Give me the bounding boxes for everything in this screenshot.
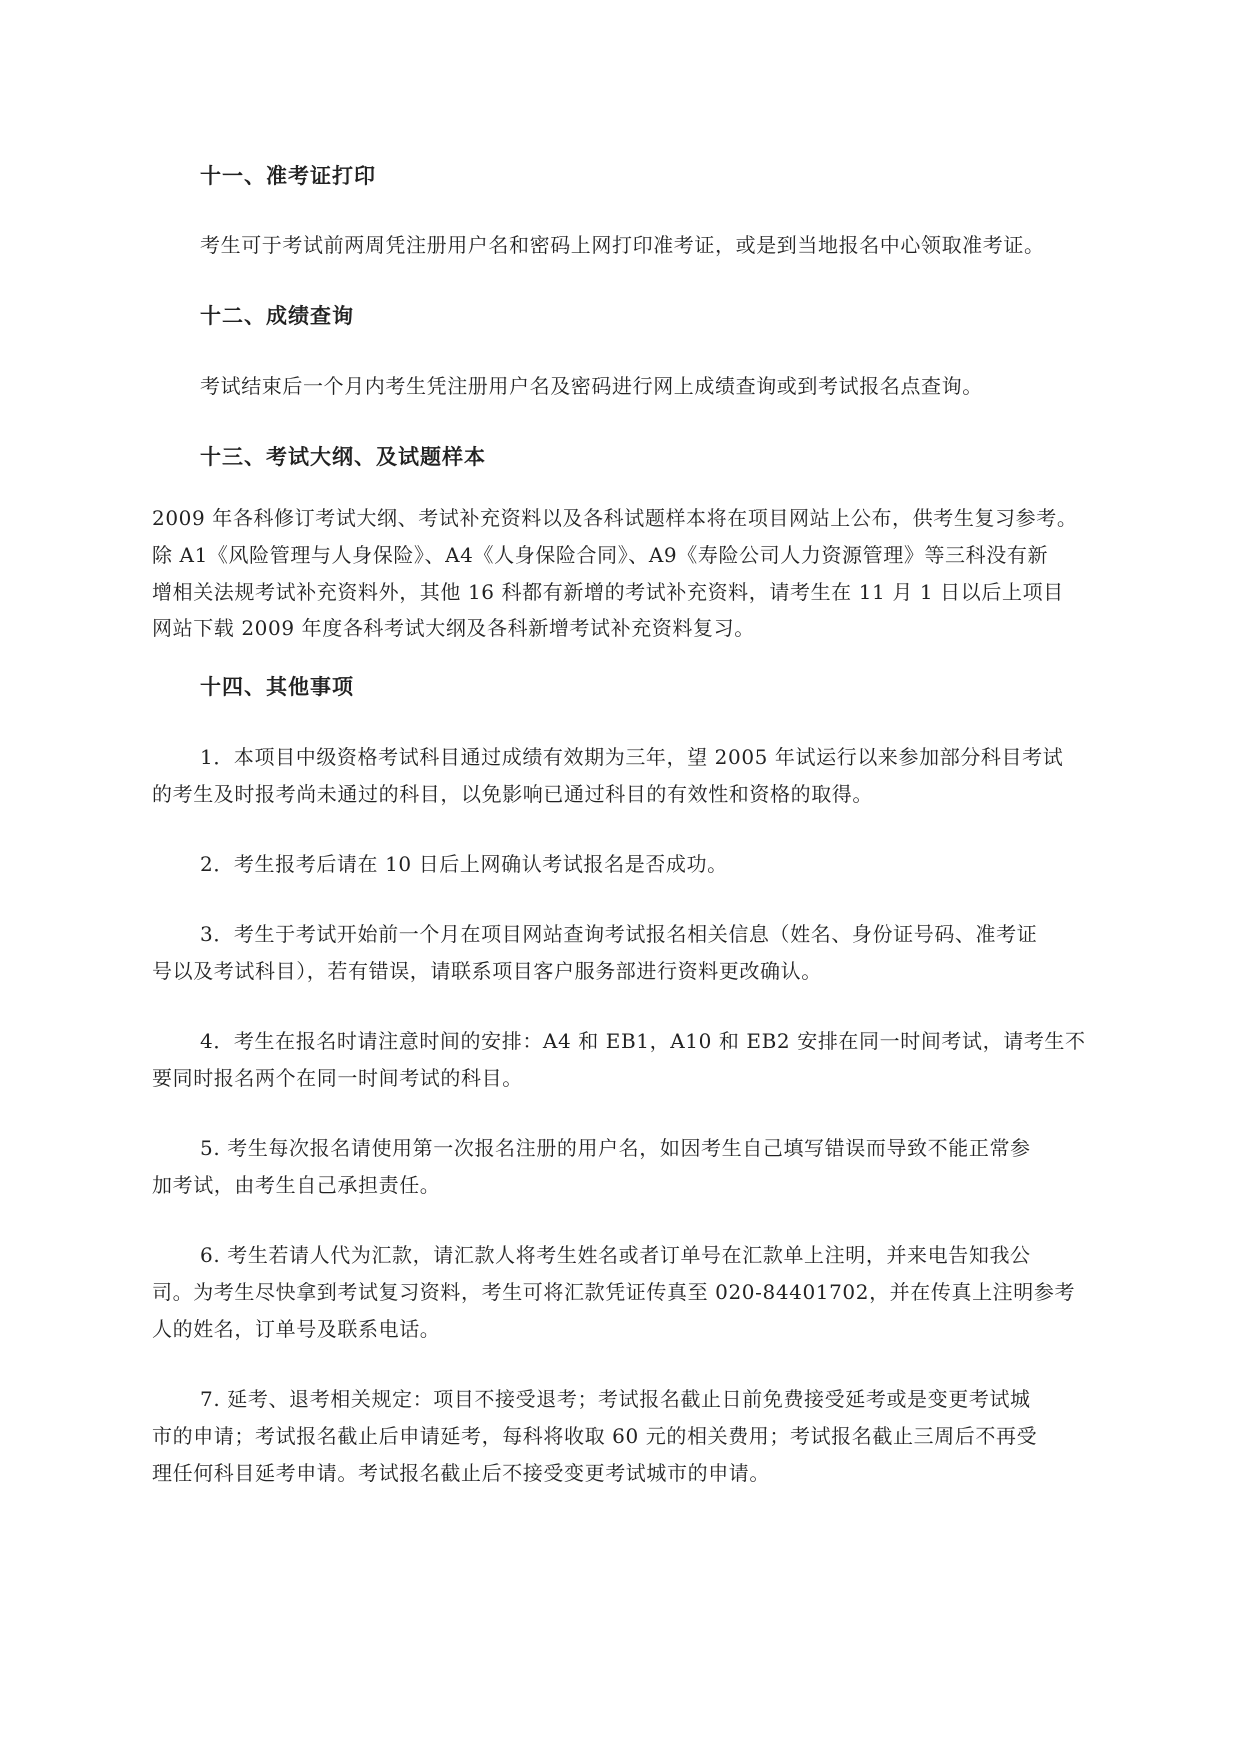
list-item-line: 司。为考生尽快拿到考试复习资料，考生可将汇款凭证传真至 020-84401702，并在传真上注明参考 [152,1280,1076,1304]
list-item-line: 加考试，由考生自己承担责任。 [152,1173,441,1197]
section-heading: 十三、考试大纲、及试题样本 [200,444,486,469]
section-heading: 十四、其他事项 [200,674,354,699]
list-item-line: 5. 考生每次报名请使用第一次报名注册的用户名，如因考生自己填写错误而导致不能正常参 [200,1136,1031,1160]
paragraph-line: 网站下载 2009 年度各科考试大纲及各科新增考试补充资料复习。 [152,616,755,640]
list-item-line: 市的申请；考试报名截止后申请延考，每科将收取 60 元的相关费用；考试报名截止三周后不再受 [152,1424,1038,1448]
list-item-line: 号以及考试科目），若有错误，请联系项目客户服务部进行资料更改确认。 [152,959,822,983]
paragraph-line: 考生可于考试前两周凭注册用户名和密码上网打印准考证，或是到当地报名中心领取准考证。 [200,233,1045,257]
list-item-line: 人的姓名，订单号及联系电话。 [152,1317,441,1341]
list-item-line: 3．考生于考试开始前一个月在项目网站查询考试报名相关信息（姓名、身份证号码、准考证 [200,922,1038,946]
list-item-line: 要同时报名两个在同一时间考试的科目。 [152,1066,523,1090]
paragraph-line: 2009 年各科修订考试大纲、考试补充资料以及各科试题样本将在项目网站上公布，供考生复习参考。 [152,506,1078,530]
paragraph-line: 增相关法规考试补充资料外，其他 16 科都有新增的考试补充资料，请考生在 11 月 1 日以后上项目 [152,580,1064,604]
list-item-line: 理任何科目延考申请。考试报名截止后不接受变更考试城市的申请。 [152,1461,770,1485]
section-heading: 十二、成绩查询 [200,303,354,328]
section-heading: 十一、准考证打印 [200,163,376,188]
paragraph-line: 除 A1《风险管理与人身保险》、A4《人身保险合同》、A9《寿险公司人力资源管理》等三科没有新 [152,543,1049,567]
list-item-line: 的考生及时报考尚未通过的科目，以免影响已通过科目的有效性和资格的取得。 [152,782,873,806]
list-item-line: 4．考生在报名时请注意时间的安排：A4 和 EB1，A10 和 EB2 安排在同一时间考试，请考生不 [200,1029,1086,1053]
list-item-line: 1．本项目中级资格考试科目通过成绩有效期为三年，望 2005 年试运行以来参加部分科目考试 [200,745,1064,769]
list-item-line: 7. 延考、退考相关规定：项目不接受退考；考试报名截止日前免费接受延考或是变更考试城 [200,1387,1031,1411]
list-item-line: 6. 考生若请人代为汇款，请汇款人将考生姓名或者订单号在汇款单上注明，并来电告知我公 [200,1243,1031,1267]
list-item-line: 2．考生报考后请在 10 日后上网确认考试报名是否成功。 [200,852,728,876]
paragraph-line: 考试结束后一个月内考生凭注册用户名及密码进行网上成绩查询或到考试报名点查询。 [200,374,983,398]
